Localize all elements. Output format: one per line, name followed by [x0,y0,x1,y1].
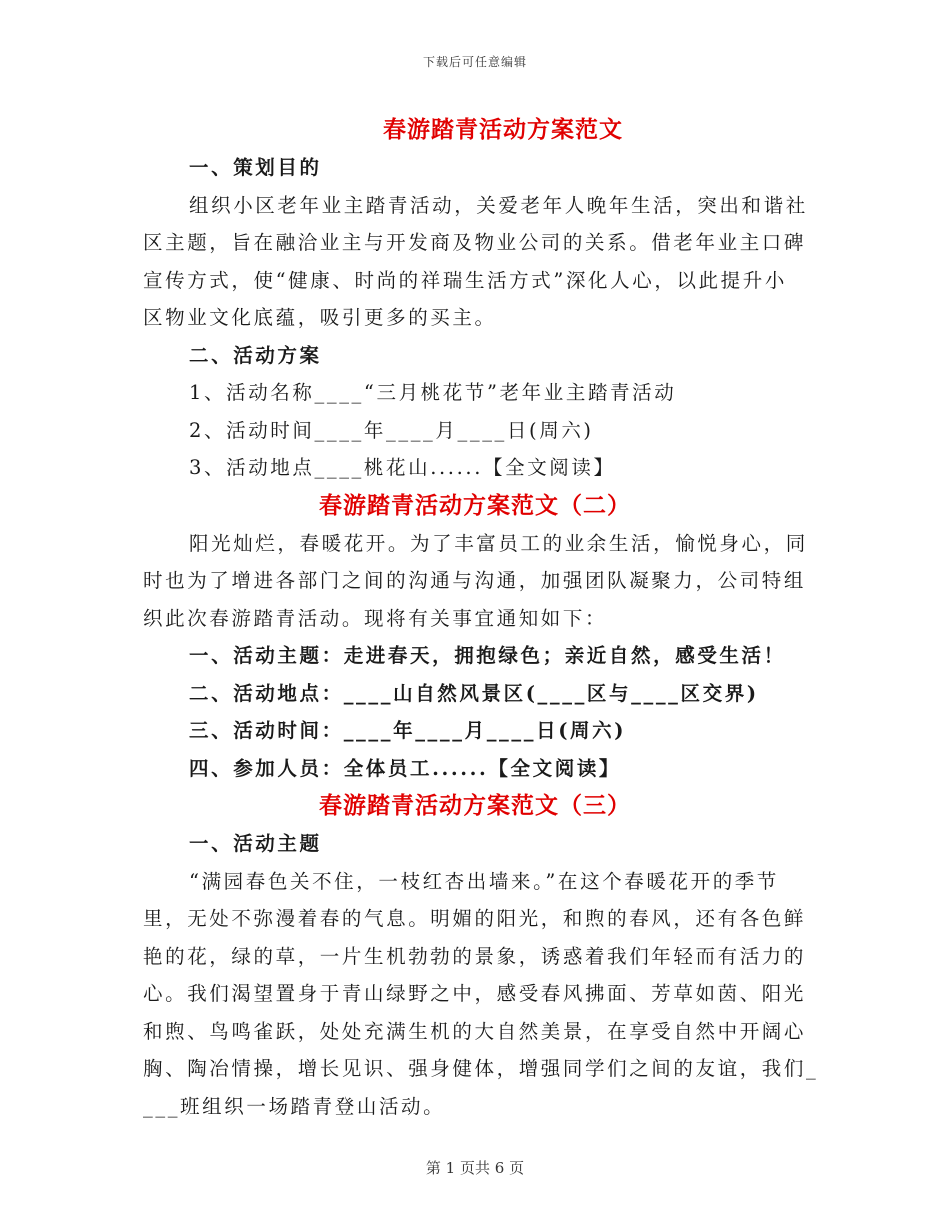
section-1-heading-plan: 二、活动方案 [189,343,322,367]
plan-item-location: 3、活动地点____桃花山......【全文阅读】 [189,456,616,479]
section-1 [143,111,807,487]
paragraph-line: ___班组织一场踏青登山活动。 [143,1094,446,1118]
paragraph-line: 区物业文化底蕴，吸引更多的买主。 [143,306,497,329]
paragraph-line: “满园春色关不住，一枝红杏出墙来。”在这个春暖花开的季节 [189,869,779,893]
activity-theme: 一、活动主题：走进春天，拥抱绿色；亲近自然，感受生活！ [189,644,786,667]
paragraph-line: 时也为了增进各部门之间的沟通与沟通，加强团队凝聚力，公司特组 [143,569,807,592]
section-3-heading-theme: 一、活动主题 [189,832,322,855]
section-2-title: 春游踏青活动方案范文（二） [319,491,631,519]
section-2 [143,487,807,788]
page-header-note: 下载后可任意编辑 [422,55,527,69]
page-number: 第 1 页共 6 页 [425,1159,525,1177]
paragraph-line: 和煦、鸟鸣雀跃，处处充满生机的大自然美景，在享受自然中开阔心 [143,1019,807,1043]
paragraph-line: 艳的花，绿的草，一片生机勃勃的景象，诱惑着我们年轻而有活力的 [143,944,807,968]
paragraph-line: 里，无处不弥漫着春的气息。明媚的阳光，和煦的春风，还有各色鲜 [143,907,807,930]
paragraph-line: 织此次春游踏青活动。现将有关事宜通知如下： [143,606,608,630]
section-1-title: 春游踏青活动方案范文 [383,116,623,143]
section-3 [143,787,819,1125]
paragraph-line: 区主题，旨在融洽业主与开发商及物业公司的关系。借老年业主口碑 [143,231,807,254]
paragraph-line: 组织小区老年业主踏青活动，关爱老年人晚年生活，突出和谐社 [189,193,808,217]
plan-item-name: 1、活动名称____“三月桃花节”老年业主踏青活动 [189,381,677,404]
section-3-title: 春游踏青活动方案范文（三） [319,792,631,819]
paragraph-line: 心。我们渴望置身于青山绿野之中，感受春风拂面、芳草如茵、阳光 [143,982,807,1005]
section-1-heading-purpose: 一、策划目的 [189,156,322,179]
plan-item-time: 2、活动时间____年____月____日(周六) [189,418,594,442]
paragraph-line: 胸、陶冶情操，增长见识、强身健体，增强同学们之间的友谊，我们_ [143,1057,819,1080]
activity-time: 三、活动时间：____年____月____日(周六) [189,719,627,742]
paragraph-line: 宣传方式，使“健康、时尚的祥瑞生活方式”深化人心，以此提升小 [143,268,787,292]
document-body [143,111,819,1125]
activity-participants: 四、参加人员：全体员工......【全文阅读】 [189,756,622,780]
activity-location: 二、活动地点：____山自然风景区(____区与____区交界) [189,681,759,705]
paragraph-line: 阳光灿烂，春暖花开。为了丰富员工的业余生活，愉悦身心，同 [189,531,808,555]
